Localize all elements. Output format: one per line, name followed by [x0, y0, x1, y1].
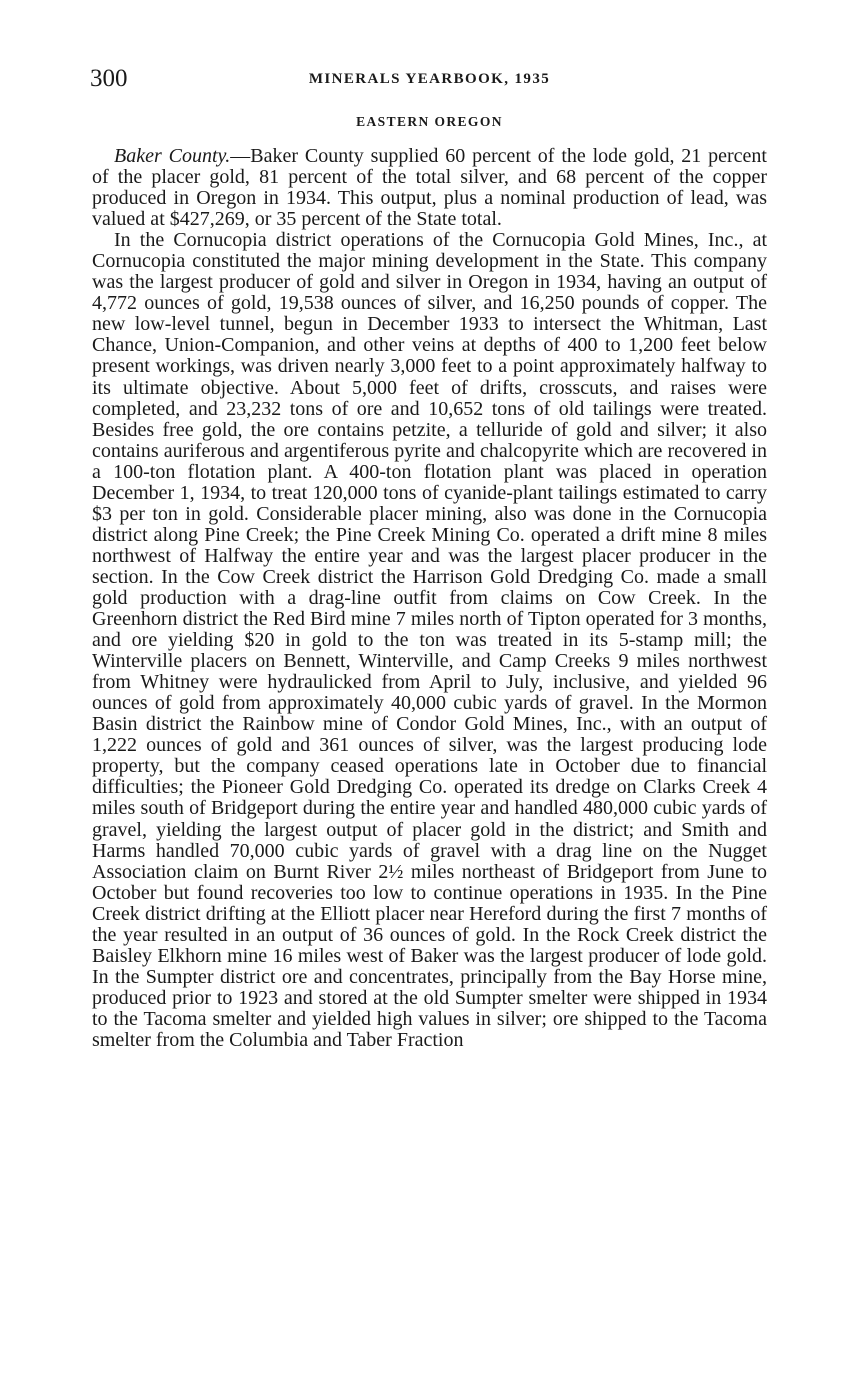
- paragraph-cornucopia-district: In the Cornucopia district operations of the Cornucopia Gold Mines, Inc., at Cornucopia constituted the major mining development in the State. This company was the largest producer of gold and silver in Oregon in 1934, having an output of 4,772 ounces of gold, 19,538 ounces of silver, and 16,250 pounds of copper. The new low-level tunnel, begun in December 1933 to intersect the Whitman, Last Chance, Union-Companion, and other veins at depths of 400 to 1,200 feet below present workings, was driven nearly 3,000 feet to a point approximately halfway to its ultimate objective. About 5,000 feet of drifts, crosscuts, and raises were completed, and 23,232 tons of ore and 10,652 tons of old tailings were treated. Besides free gold, the ore contains petzite, a telluride of gold and silver; it also contains auriferous and argentiferous pyrite and chalcopyrite which are recovered in a 100-ton flotation plant. A 400-ton flotation plant was placed in operation December 1, 1934, to treat 120,000 tons of cyanide-plant tailings estimated to carry $3 per ton in gold. Considerable placer mining, also was done in the Cornucopia district along Pine Creek; the Pine Creek Mining Co. operated a drift mine 8 miles northwest of Halfway the entire year and was the largest placer producer in the section. In the Cow Creek district the Harrison Gold Dredging Co. made a small gold production with a drag-line outfit from claims on Cow Creek. In the Greenhorn district the Red Bird mine 7 miles north of Tipton operated for 3 months, and ore yielding $20 in gold to the ton was treated in its 5-stamp mill; the Winterville placers on Bennett, Winterville, and Camp Creeks 9 miles northwest from Whitney were hydraulicked from April to July, inclusive, and yielded 96 ounces of gold from approximately 40,000 cubic yards of gravel. In the Mormon Basin district the Rainbow mine of Condor Gold Mines, Inc., with an output of 1,222 ounces of gold and 361 ounces of silver, was the largest producing lode property, but the company ceased operations late in October due to financial difficulties; the Pioneer Gold Dredging Co. operated its dredge on Clarks Creek 4 miles south of Bridgeport during the entire year and handled 480,000 cubic yards of gravel, yielding the largest output of placer gold in the district; and Smith and Harms handled 70,000 cubic yards of gravel with a drag line on the Nugget Association claim on Burnt River 2½ miles northeast of Bridgeport from June to October but found recoveries too low to continue operations in 1935. In the Pine Creek district drifting at the Elliott placer near Hereford during the first 7 months of the year resulted in an output of 36 ounces of gold. In the Rock Creek district the Baisley Elkhorn mine 16 miles west of Baker was the largest producer of lode gold. In the Sumpter district ore and concentrates, principally from the Bay Horse mine, produced prior to 1923 and stored at the old Sumpter smelter were shipped in 1934 to the Tacoma smelter and yielded high values in silver; ore shipped to the Tacoma smelter from the Columbia and Taber Fraction: [92, 229, 767, 1051]
- page-number: 300: [90, 65, 128, 92]
- running-head: [92, 64, 767, 98]
- body-text: [92, 146, 767, 1051]
- running-title: MINERALS YEARBOOK, 1935: [308, 71, 551, 87]
- paragraph-lead: Baker County.: [114, 145, 231, 167]
- paragraph-text: —Baker County supplied 60 percent of the lode gold, 21 percent of the placer gold, 81 percent of the total silver, and 68 percent of the copper produced in Oregon in 1934. This output, plus a nominal production of lead, was valued at $427,269, or 35 percent of the State total.: [92, 145, 767, 231]
- page: [92, 64, 767, 1051]
- section-heading: EASTERN OREGON: [356, 114, 503, 129]
- paragraph-baker-county: [92, 146, 767, 230]
